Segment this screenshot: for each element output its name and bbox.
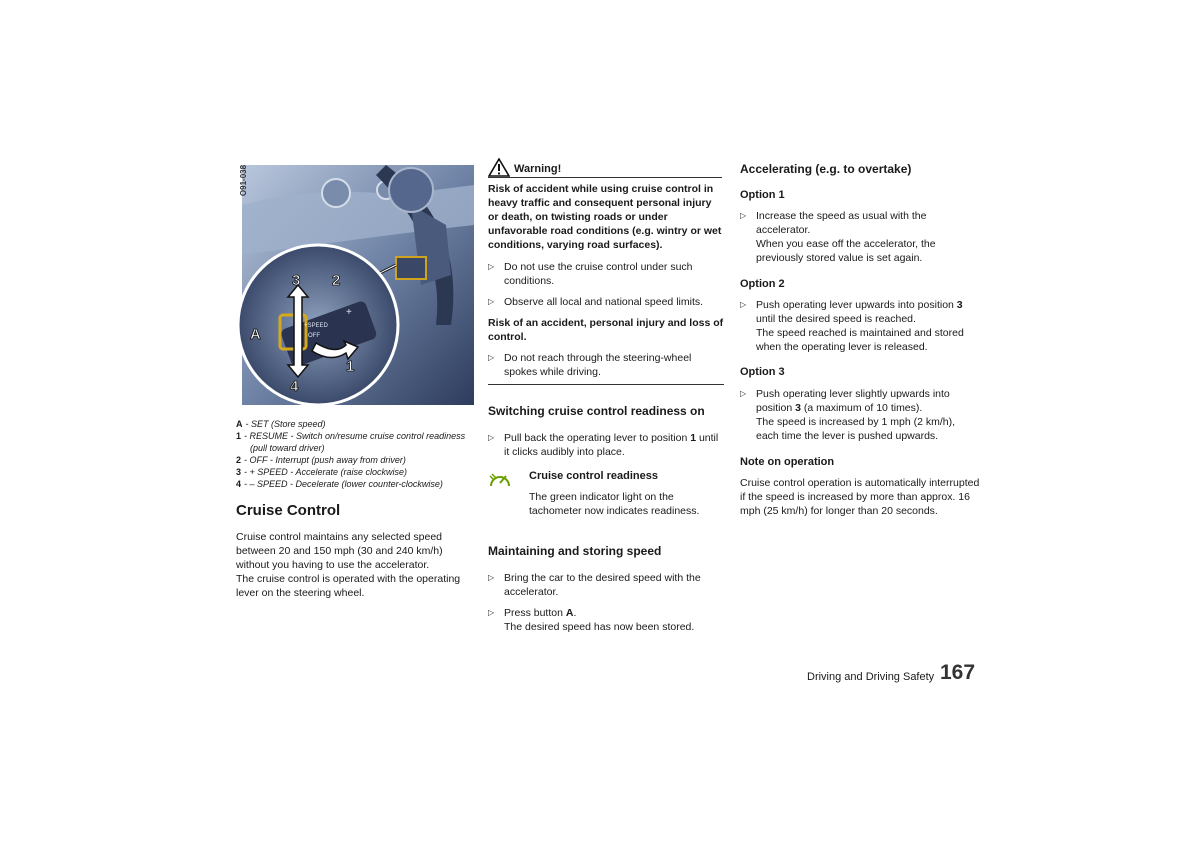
switching-title: Switching cruise control readiness on: [488, 404, 705, 418]
maintaining-bullet: [488, 606, 724, 634]
figure-code-text: O91-038: [239, 164, 249, 197]
bullet-triangle-icon: ▷: [488, 608, 495, 617]
warning-bullet: [488, 260, 716, 288]
figure-label-2: 2: [332, 272, 341, 289]
option-2-title: Option 2: [740, 278, 785, 290]
warning-triangle-icon: [488, 158, 510, 177]
intro-line: The cruise control is operated with the operating: [236, 573, 461, 585]
bullet-text: Do not reach through the steering-wheel spokes while driving.: [504, 352, 692, 378]
cruise-control-indicator-icon: [488, 470, 512, 490]
intro-line: Cruise control maintains any selected speed: [236, 531, 443, 543]
bullet-triangle-icon: ▷: [740, 300, 747, 309]
bullet-triangle-icon: ▷: [488, 262, 495, 271]
bullet-text-part: until the desired speed is reached.: [756, 313, 916, 325]
bullet-triangle-icon: ▷: [740, 389, 747, 398]
lever-text-off: OFF: [308, 333, 320, 339]
figure-label-a: A: [250, 326, 261, 343]
warning-label: Warning!: [514, 163, 562, 175]
button-letter: A: [565, 607, 574, 619]
warning-risk-2: Risk of an accident, personal injury and loss of control.: [488, 317, 724, 343]
figure-label-4: 4: [290, 378, 299, 395]
intro-line: without you having to use the accelerator.: [236, 559, 430, 571]
page-number: 167: [940, 661, 976, 684]
position-number: 3: [956, 299, 963, 311]
position-number: 3: [795, 402, 801, 414]
option-1-bullet: [740, 209, 980, 265]
operation-note-text: Cruise control operation is automatically interrupted if the speed is increased by more than approx. 16 mph (25 km/h) for longer than 20 seconds.: [740, 477, 980, 517]
option-1-title: Option 1: [740, 189, 785, 201]
position-number: 1: [690, 432, 697, 444]
legend-item: [236, 466, 476, 478]
legend-key: A: [236, 419, 243, 429]
lever-text-speed: +SPEED: [304, 323, 328, 329]
bullet-triangle-icon: ▷: [488, 433, 495, 442]
section-title: Cruise Control: [236, 502, 341, 519]
bullet-text-part: Push operating lever slightly upwards into position: [756, 388, 950, 414]
svg-text:+: +: [346, 307, 352, 318]
legend-key: 1: [236, 431, 242, 441]
maintaining-bullet: [488, 571, 716, 599]
figure-label-1: 1: [346, 358, 355, 375]
legend-text: - RESUME - Switch on/resume cruise control readiness: [244, 431, 466, 441]
bullet-text: Do not use the cruise control under such conditions.: [504, 261, 693, 287]
warning-bullet: [488, 295, 724, 309]
bullet-triangle-icon: ▷: [488, 297, 495, 306]
bullet-text: [756, 387, 976, 443]
bullet-text: [756, 298, 980, 354]
bullet-text-part: When you ease off the accelerator, the previously stored value is set again.: [756, 238, 936, 264]
figure-legend: [236, 418, 476, 490]
intro-line: lever on the steering wheel.: [236, 587, 365, 599]
bullet-text: [504, 606, 694, 634]
operation-note-title: Note on operation: [740, 456, 835, 468]
warning-divider: [488, 384, 724, 385]
bullet-text-part: .: [573, 607, 577, 619]
legend-item: [236, 478, 476, 490]
legend-item: [236, 430, 476, 442]
legend-key: 2: [236, 455, 242, 465]
bullet-text-part: Push operating lever upwards into position: [756, 299, 957, 311]
warning-header: [488, 157, 722, 178]
bullet-text: Bring the car to the desired speed with the accelerator.: [504, 572, 701, 598]
bullet-text-part: Pull back the operating lever to position: [504, 432, 691, 444]
bullet-triangle-icon: ▷: [488, 353, 495, 362]
legend-text: - SET (Store speed): [245, 419, 326, 429]
legend-key: 4: [236, 479, 242, 489]
bullet-text-part: The speed is increased by 1 mph (2 km/h), each time the lever is pushed upwards.: [756, 416, 956, 442]
bullet-text-part: The desired speed has now been stored.: [504, 621, 695, 633]
intro-line: between 20 and 150 mph (30 and 240 km/h): [236, 545, 443, 557]
legend-item: [236, 454, 476, 466]
switching-bullet: [488, 431, 724, 459]
warning-bullet: [488, 351, 712, 379]
bullet-text-part: Press button: [504, 607, 566, 619]
bullet-text-part: The speed reached is maintained and stored when the operating lever is released.: [756, 327, 964, 353]
warning-risk-1: Risk of accident while using cruise control in heavy traffic and consequent personal injury or death, on twisting roads or under unfavorable road conditions (e.g. wintry or wet conditions, varying road surfaces).: [488, 183, 722, 251]
cruise-control-figure: [236, 165, 474, 405]
bullet-text: [504, 431, 724, 459]
legend-text: - OFF - Interrupt (push away from driver): [244, 455, 406, 465]
bullet-text-part: (a maximum of 10 times).: [800, 402, 923, 414]
accelerating-title: Accelerating (e.g. to overtake): [740, 162, 912, 176]
legend-item: [236, 418, 476, 430]
readiness-note-text: The green indicator light on the tachometer now indicates readiness.: [529, 491, 700, 517]
maintaining-title: Maintaining and storing speed: [488, 544, 662, 558]
option-3-bullet: [740, 387, 976, 443]
option-2-bullet: [740, 298, 980, 354]
bullet-text: Observe all local and national speed limits.: [504, 296, 704, 308]
readiness-note-title: Cruise control readiness: [529, 470, 658, 482]
bullet-triangle-icon: ▷: [488, 573, 495, 582]
legend-subtext: (pull toward driver): [250, 443, 325, 453]
option-3-title: Option 3: [740, 366, 785, 378]
legend-text: - – SPEED - Decelerate (lower counter-clockwise): [244, 479, 443, 489]
figure-code: [236, 164, 249, 197]
bullet-text: [756, 209, 980, 265]
intro-paragraph: [236, 530, 476, 600]
bullet-triangle-icon: ▷: [740, 211, 747, 220]
bullet-text-part: Increase the speed as usual with the accelerator.: [756, 210, 927, 236]
figure-label-3: 3: [292, 272, 301, 289]
chapter-label: Driving and Driving Safety: [807, 671, 935, 683]
bullet-text-part: until it clicks audibly into place.: [504, 432, 719, 458]
legend-text: - + SPEED - Accelerate (raise clockwise): [244, 467, 407, 477]
legend-key: 3: [236, 467, 242, 477]
